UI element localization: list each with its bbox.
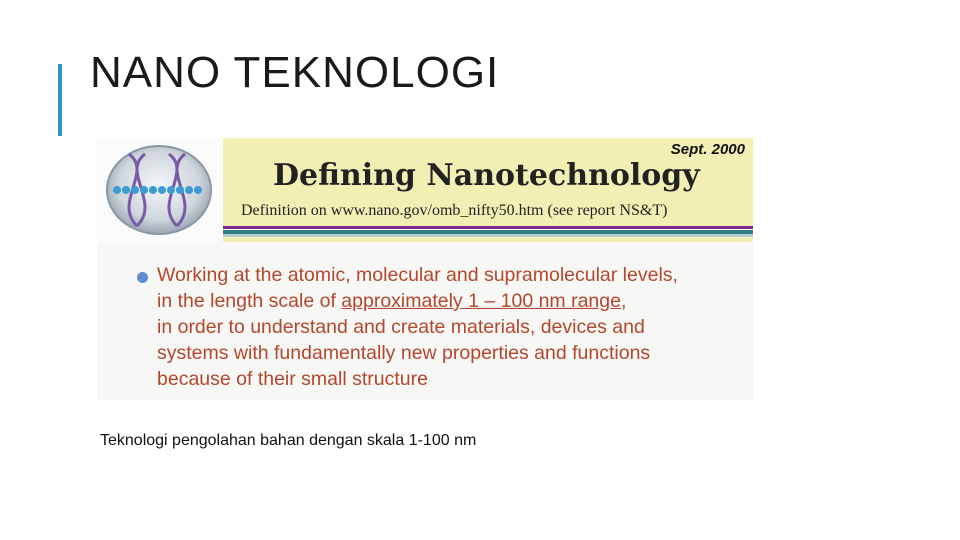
figure-subtitle: Definition on www.nano.gov/omb_nifty50.htm (see report NS&T) — [241, 202, 668, 219]
figure-date: Sept. 2000 — [670, 141, 745, 158]
title-accent-bar — [58, 64, 62, 136]
dna-double-helix-icon — [103, 142, 215, 238]
logo-box — [97, 138, 223, 242]
definition-line-part: in the length scale of — [157, 290, 342, 312]
figure-title: Defining Nanotechnology — [273, 158, 700, 193]
definition-figure — [97, 138, 753, 400]
definition-line: systems with fundamentally new properties and functions — [157, 342, 651, 364]
definition-line: in order to understand and create materials, devices and — [157, 316, 645, 338]
decorative-stripes — [223, 226, 753, 237]
definition-line: Working at the atomic, molecular and supramolecular levels, — [157, 264, 678, 286]
definition-line-part: , — [620, 290, 627, 312]
highlighted-range: approximately 1 – 100 nm range — [341, 290, 621, 312]
definition-line — [133, 288, 743, 314]
definition-line: because of their small structure — [157, 368, 428, 390]
slide-caption: Teknologi pengolahan bahan dengan skala 1-100 nm — [100, 432, 477, 449]
slide-title: NANO TEKNOLOGI — [90, 48, 500, 97]
definition-text — [133, 262, 743, 392]
